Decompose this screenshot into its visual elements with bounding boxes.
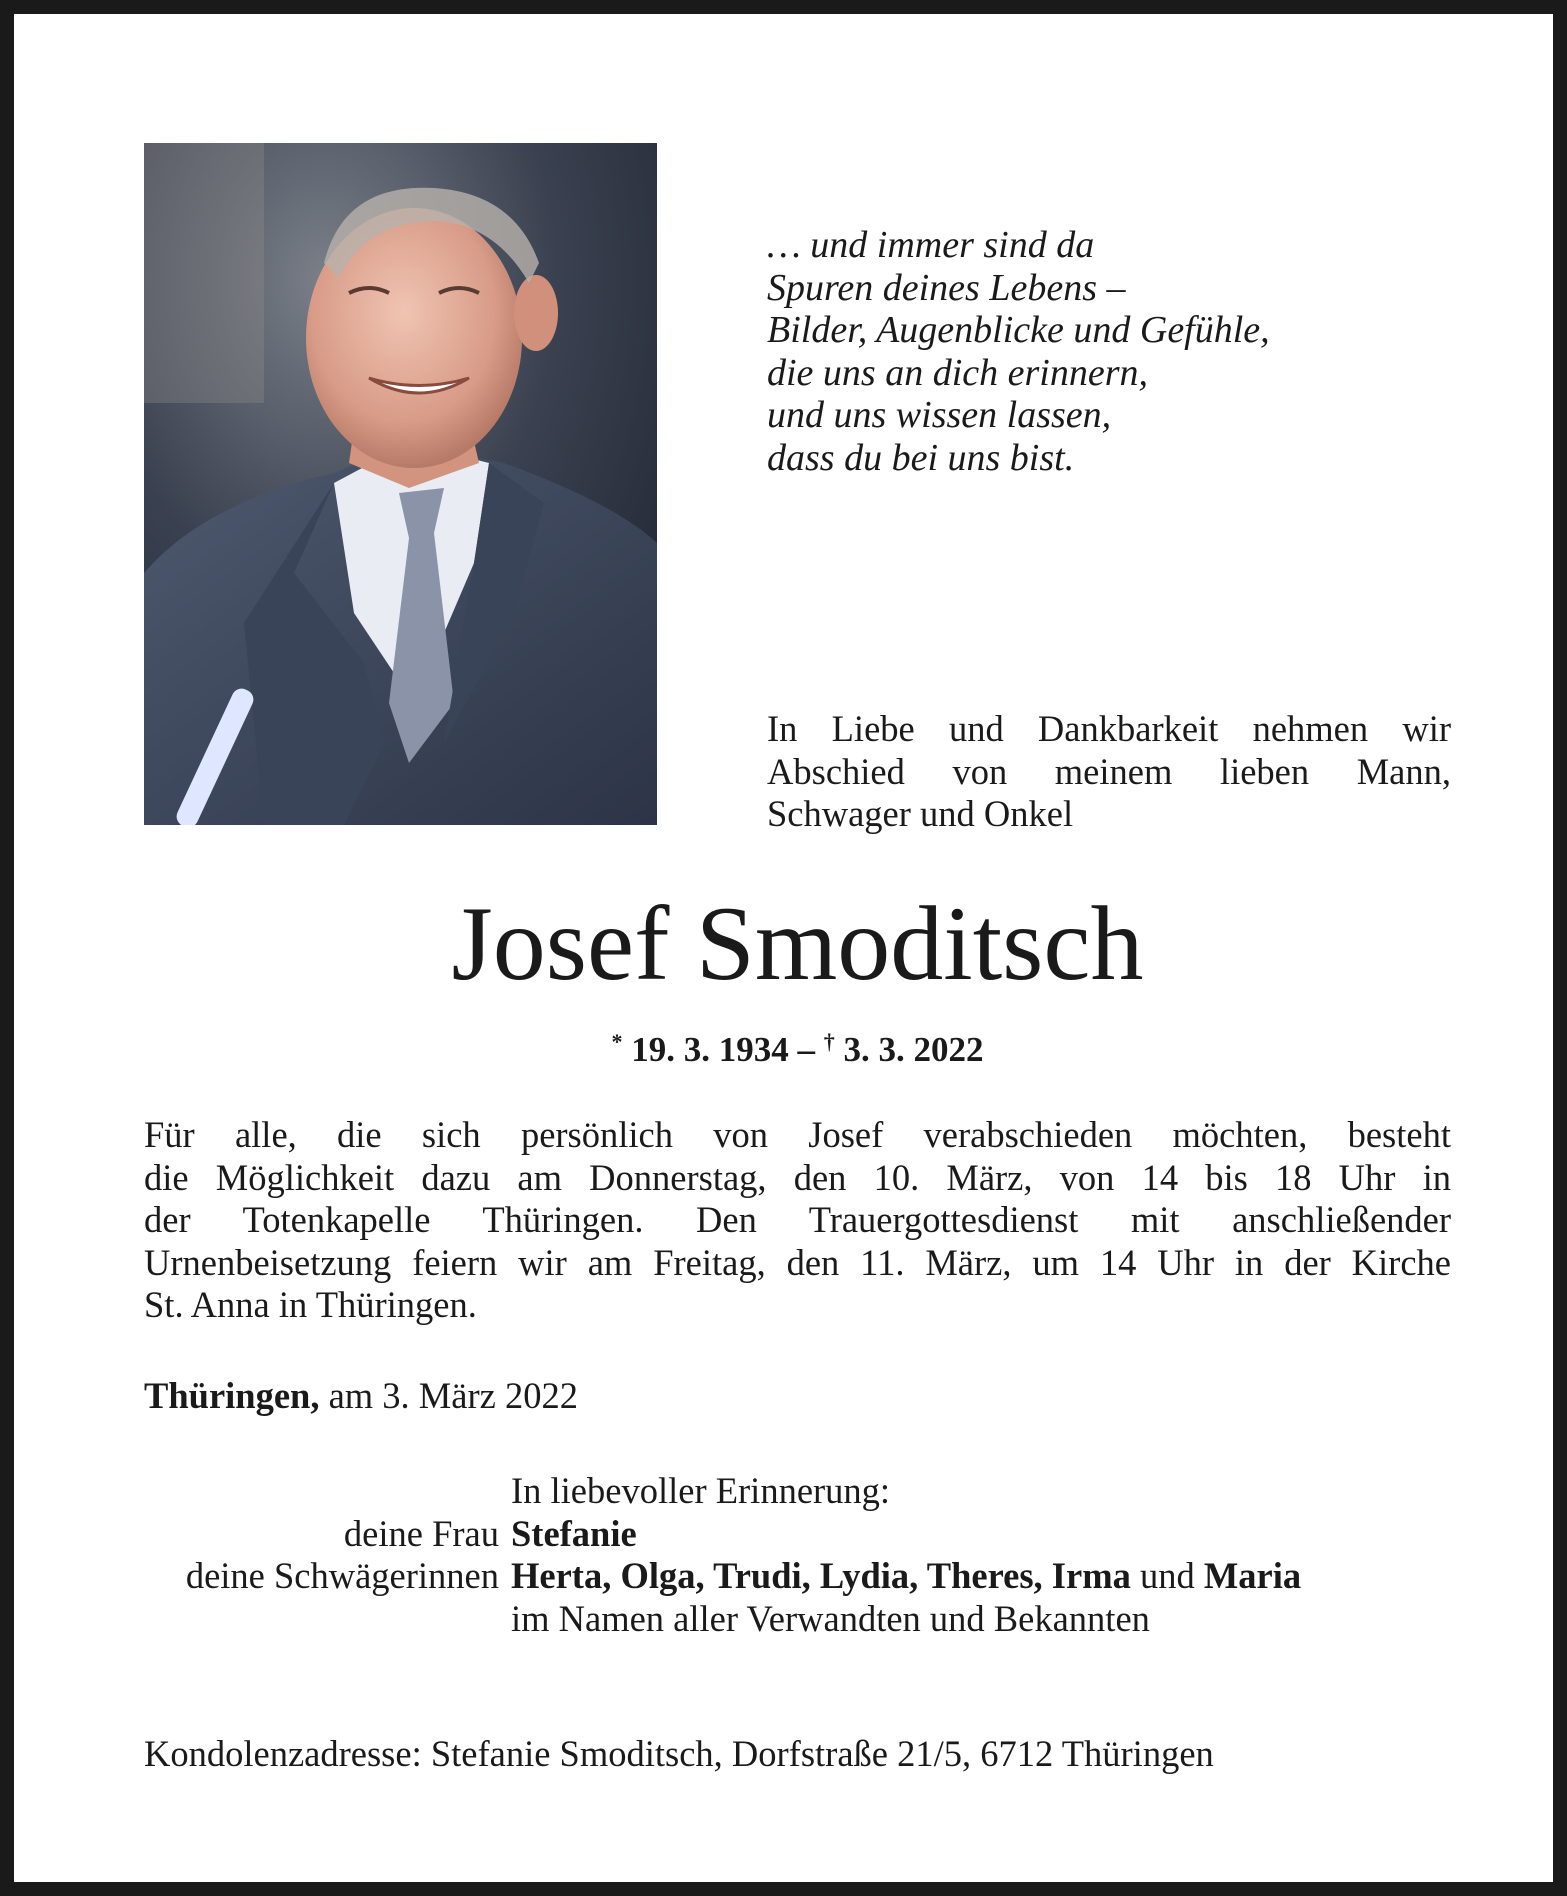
condolence-address: Kondolenzadresse: Stefanie Smoditsch, Dorfstraße 21/5, 6712 Thüringen <box>144 1733 1214 1774</box>
announcement-line: Für alle, die sich persönlich von Josef verabschieden möchten, besteht <box>144 1114 1451 1155</box>
sisters-row <box>144 1555 1464 1598</box>
place: Thüringen, <box>144 1375 320 1416</box>
sisters-last: Maria <box>1203 1555 1302 1596</box>
memory-section <box>144 1470 1464 1640</box>
portrait-photo <box>144 143 657 825</box>
memory-heading-row <box>144 1470 1464 1513</box>
farewell-line: In Liebe und Dankbarkeit nehmen wir <box>767 708 1451 749</box>
wife-row <box>144 1513 1464 1556</box>
announcement-line: St. Anna in Thüringen. <box>144 1284 477 1325</box>
poem-line: Bilder, Augenblicke und Gefühle, <box>767 309 1270 351</box>
farewell-text <box>767 708 1451 836</box>
deceased-name: Josef Smoditsch <box>451 885 1144 1002</box>
poem-line: und uns wissen lassen, <box>767 394 1112 436</box>
poem-line: dass du bei uns bist. <box>767 436 1075 479</box>
poem-line: … und immer sind da <box>767 224 1095 266</box>
announcement-text <box>144 1114 1451 1327</box>
sisters-and: und <box>1139 1555 1195 1596</box>
farewell-line: Abschied von meinem lieben Mann, <box>767 750 1451 792</box>
place-date <box>144 1375 578 1418</box>
death-date: 3. 3. 2022 <box>843 1030 984 1069</box>
announcement-line: die Möglichkeit dazu am Donnerstag, den 10. März, von 14 bis 18 Uhr in <box>144 1156 1451 1198</box>
portrait-illustration <box>144 143 657 825</box>
wife-name: Stefanie <box>511 1512 637 1554</box>
life-dates <box>14 1021 1567 1071</box>
relatives-text: im Namen aller Verwandten und Bekannten <box>511 1597 1150 1639</box>
announcement-line: der Totenkapelle Thüringen. Den Trauergottesdienst mit anschließender <box>144 1199 1451 1240</box>
sisters-names: Herta, Olga, Trudi, Lydia, Theres, Irma <box>511 1555 1131 1596</box>
memory-heading: In liebevoller Erinnerung: <box>511 1470 891 1511</box>
poem-verse <box>767 224 1467 479</box>
farewell-line: Schwager und Onkel <box>767 793 1074 834</box>
date: am 3. März 2022 <box>328 1375 578 1416</box>
sisters-label: deine Schwägerinnen <box>185 1555 499 1596</box>
poem-line: die uns an dich erinnern, <box>767 351 1149 394</box>
birth-symbol: * <box>611 1029 623 1054</box>
death-symbol: † <box>823 1029 835 1054</box>
wife-label: deine Frau <box>343 1512 499 1554</box>
poem-line: Spuren deines Lebens – <box>767 266 1126 309</box>
birth-date: 19. 3. 1934 <box>631 1030 789 1069</box>
announcement-line: Urnenbeisetzung feiern wir am Freitag, den 11. März, um 14 Uhr in der Kirche <box>144 1241 1451 1283</box>
date-separator: – <box>797 1030 815 1069</box>
relatives-row <box>144 1598 1464 1641</box>
